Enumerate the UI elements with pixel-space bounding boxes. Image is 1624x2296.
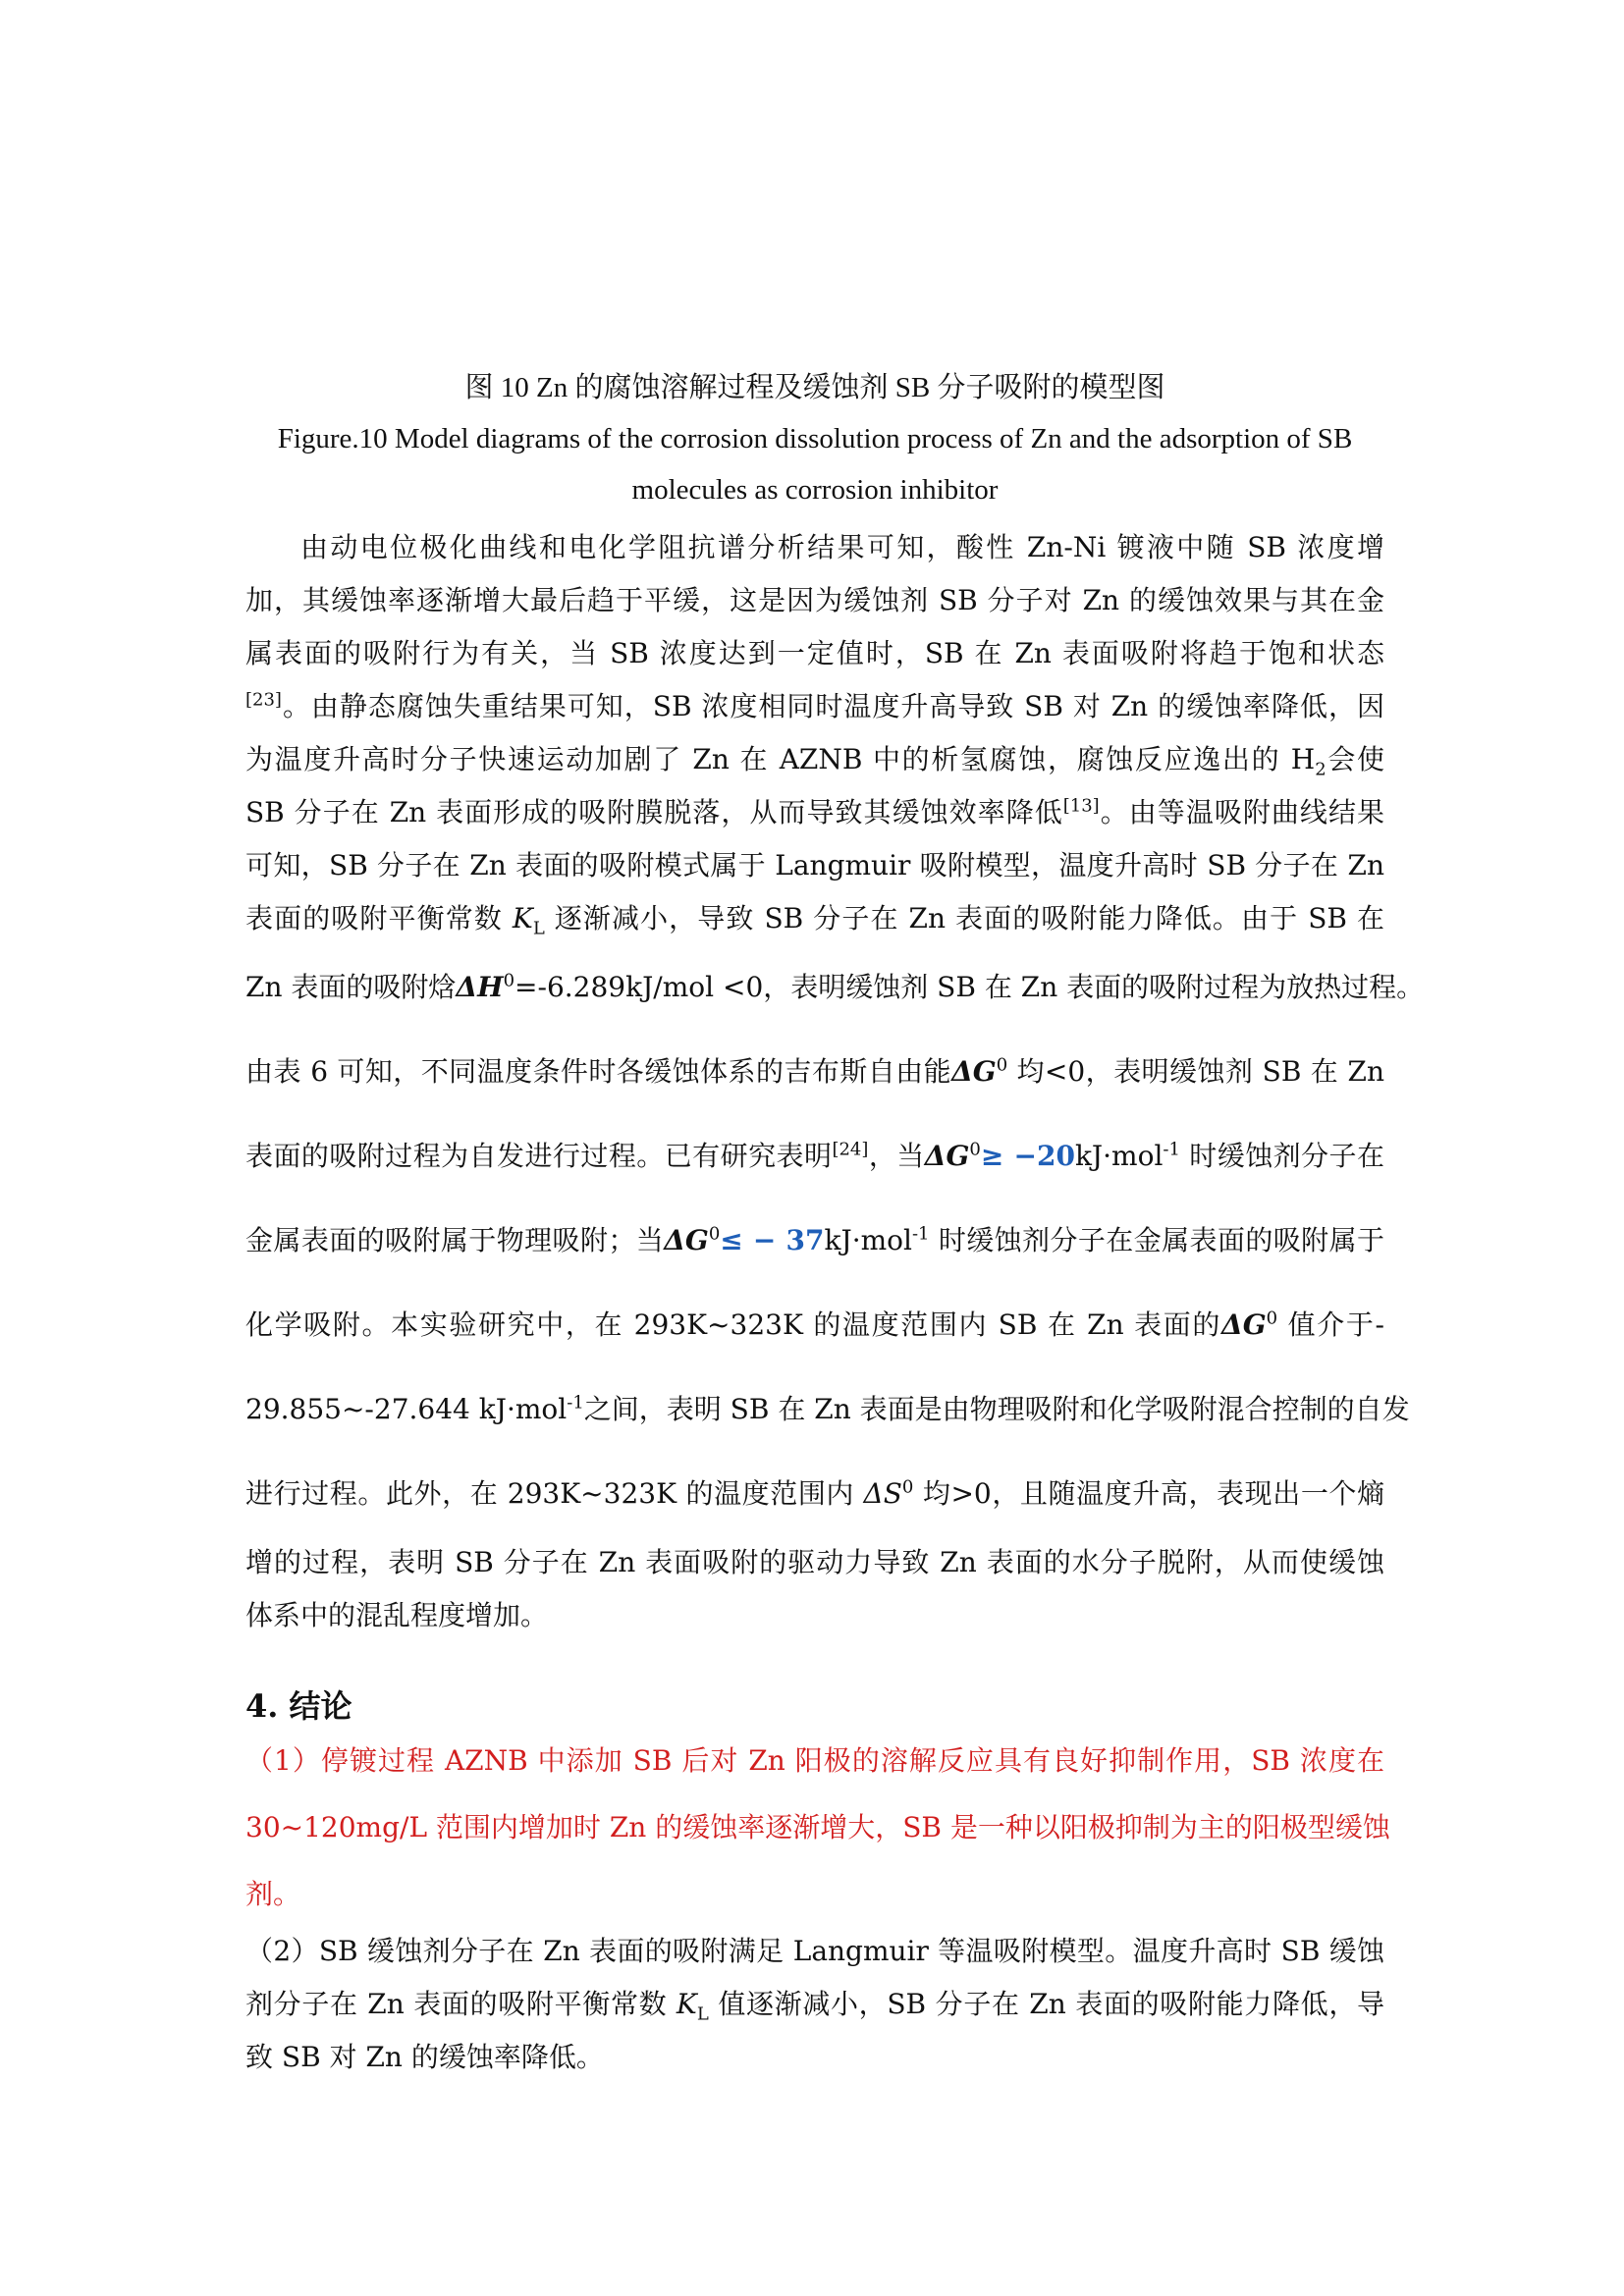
para-line: 进行过程。此外，在 293K~323K 的温度范围内 $\Delta S^0$ 均>0，且随温度升高，表现出一个熵 <box>245 1476 1384 1510</box>
conclusion-1-line: （1）停镀过程 AZNB 中添加 SB 后对 Zn 阳极的溶解反应具有良好抑制作用，SB 浓度在 <box>245 1744 1384 1777</box>
para-line: 29.855~-27.644 kJ·mol$^{-1}$之间，表明 SB 在 Zn 表面是由物理吸附和化学吸附混合控制的自发 <box>245 1392 1410 1425</box>
citation-ref: [24] <box>832 1139 869 1160</box>
para-line: 属表面的吸附行为有关，当 SB 浓度达到一定值时，SB 在 Zn 表面吸附将趋于饱和状态 <box>245 637 1384 669</box>
section-heading: 4. 结论 <box>245 1687 352 1725</box>
para-line: 表面的吸附过程为自发进行过程。已有研究表明[24]，当$\Delta G^0\ge -20kJ\cdot mol^{-1}$ 时缓蚀剂分子在 <box>245 1139 1384 1172</box>
para-line: 可知，SB 分子在 Zn 表面的吸附模式属于 Langmuir 吸附模型，温度升高时 SB 分子在 Zn <box>245 849 1384 881</box>
para-line: Zn 表面的吸附焓$\Delta H^0=-6.289kJ$/mol <0，表明缓蚀剂 SB 在 Zn 表面的吸附过程为放热过程。 <box>245 970 1425 1003</box>
para-line: [23]。由静态腐蚀失重结果可知，SB 浓度相同时温度升高导致 SB 对 Zn 的缓蚀率降低，因 <box>245 689 1384 722</box>
citation-ref: [23] <box>245 689 282 711</box>
conclusion-2-line: 剂分子在 Zn 表面的吸附平衡常数 $K_L$ 值逐渐减小，SB 分子在 Zn 表面的吸附能力降低，导 <box>245 1988 1384 2025</box>
figure-caption-en-line1: Figure.10 Model diagrams of the corrosion dissolution process of Zn and the adsorption of SB <box>277 423 1353 454</box>
para-line: 表面的吸附平衡常数 $K_L$ 逐渐减小，导致 SB 分子在 Zn 表面的吸附能力降低。由于 SB 在 <box>245 902 1384 939</box>
conclusion-1-line: 30~120mg/L 范围内增加时 Zn 的缓蚀率逐渐增大，SB 是一种以阳极抑制为主的阳极型缓蚀 <box>245 1811 1390 1843</box>
conclusion-1-line: 剂。 <box>245 1878 301 1910</box>
conclusion-2-line: 致 SB 对 Zn 的缓蚀率降低。 <box>245 2041 604 2073</box>
para-line: 加，其缓蚀率逐渐增大最后趋于平缓，这是因为缓蚀剂 SB 分子对 Zn 的缓蚀效果与其在金 <box>245 584 1384 616</box>
para-line: 由表 6 可知，不同温度条件时各缓蚀体系的吉布斯自由能$\Delta G^0$ 均<0，表明缓蚀剂 SB 在 Zn <box>245 1054 1384 1088</box>
para-line: 增的过程，表明 SB 分子在 Zn 表面吸附的驱动力导致 Zn 表面的水分子脱附，从而使缓蚀 <box>245 1546 1384 1578</box>
figure-caption-cn: 图 10 Zn 的腐蚀溶解过程及缓蚀剂 SB 分子吸附的模型图 <box>464 372 1165 403</box>
threshold-value: ≥ −20 <box>980 1140 1075 1172</box>
para-line: 金属表面的吸附属于物理吸附；当$\Delta G^0\le - 37kJ\cdot mol^{-1}$ 时缓蚀剂分子在金属表面的吸附属于 <box>245 1223 1385 1256</box>
citation-ref: [13] <box>1062 795 1100 817</box>
figure-caption-en-line2: molecules as corrosion inhibitor <box>631 474 999 506</box>
para-line: 为温度升高时分子快速运动加剧了 Zn 在 AZNB 中的析氢腐蚀，腐蚀反应逸出的 $H_2$会使 <box>245 743 1384 780</box>
para-line: 体系中的混乱程度增加。 <box>245 1599 549 1631</box>
para-line: 化学吸附。本实验研究中，在 293K~323K 的温度范围内 SB 在 Zn 表面的$\Delta G^0$ 值介于- <box>245 1308 1384 1341</box>
para-line: SB 分子在 Zn 表面形成的吸附膜脱落，从而导致其缓蚀效率降低[13]。由等温吸附曲线结果 <box>245 795 1384 828</box>
para-line: 由动电位极化曲线和电化学阻抗谱分析结果可知，酸性 Zn-Ni 镀液中随 SB 浓度增 <box>300 531 1384 563</box>
conclusion-2-line: （2）SB 缓蚀剂分子在 Zn 表面的吸附满足 Langmuir 等温吸附模型。温度升高时 SB 缓蚀 <box>245 1935 1384 1967</box>
threshold-value: ≤ − 37 <box>720 1224 825 1256</box>
